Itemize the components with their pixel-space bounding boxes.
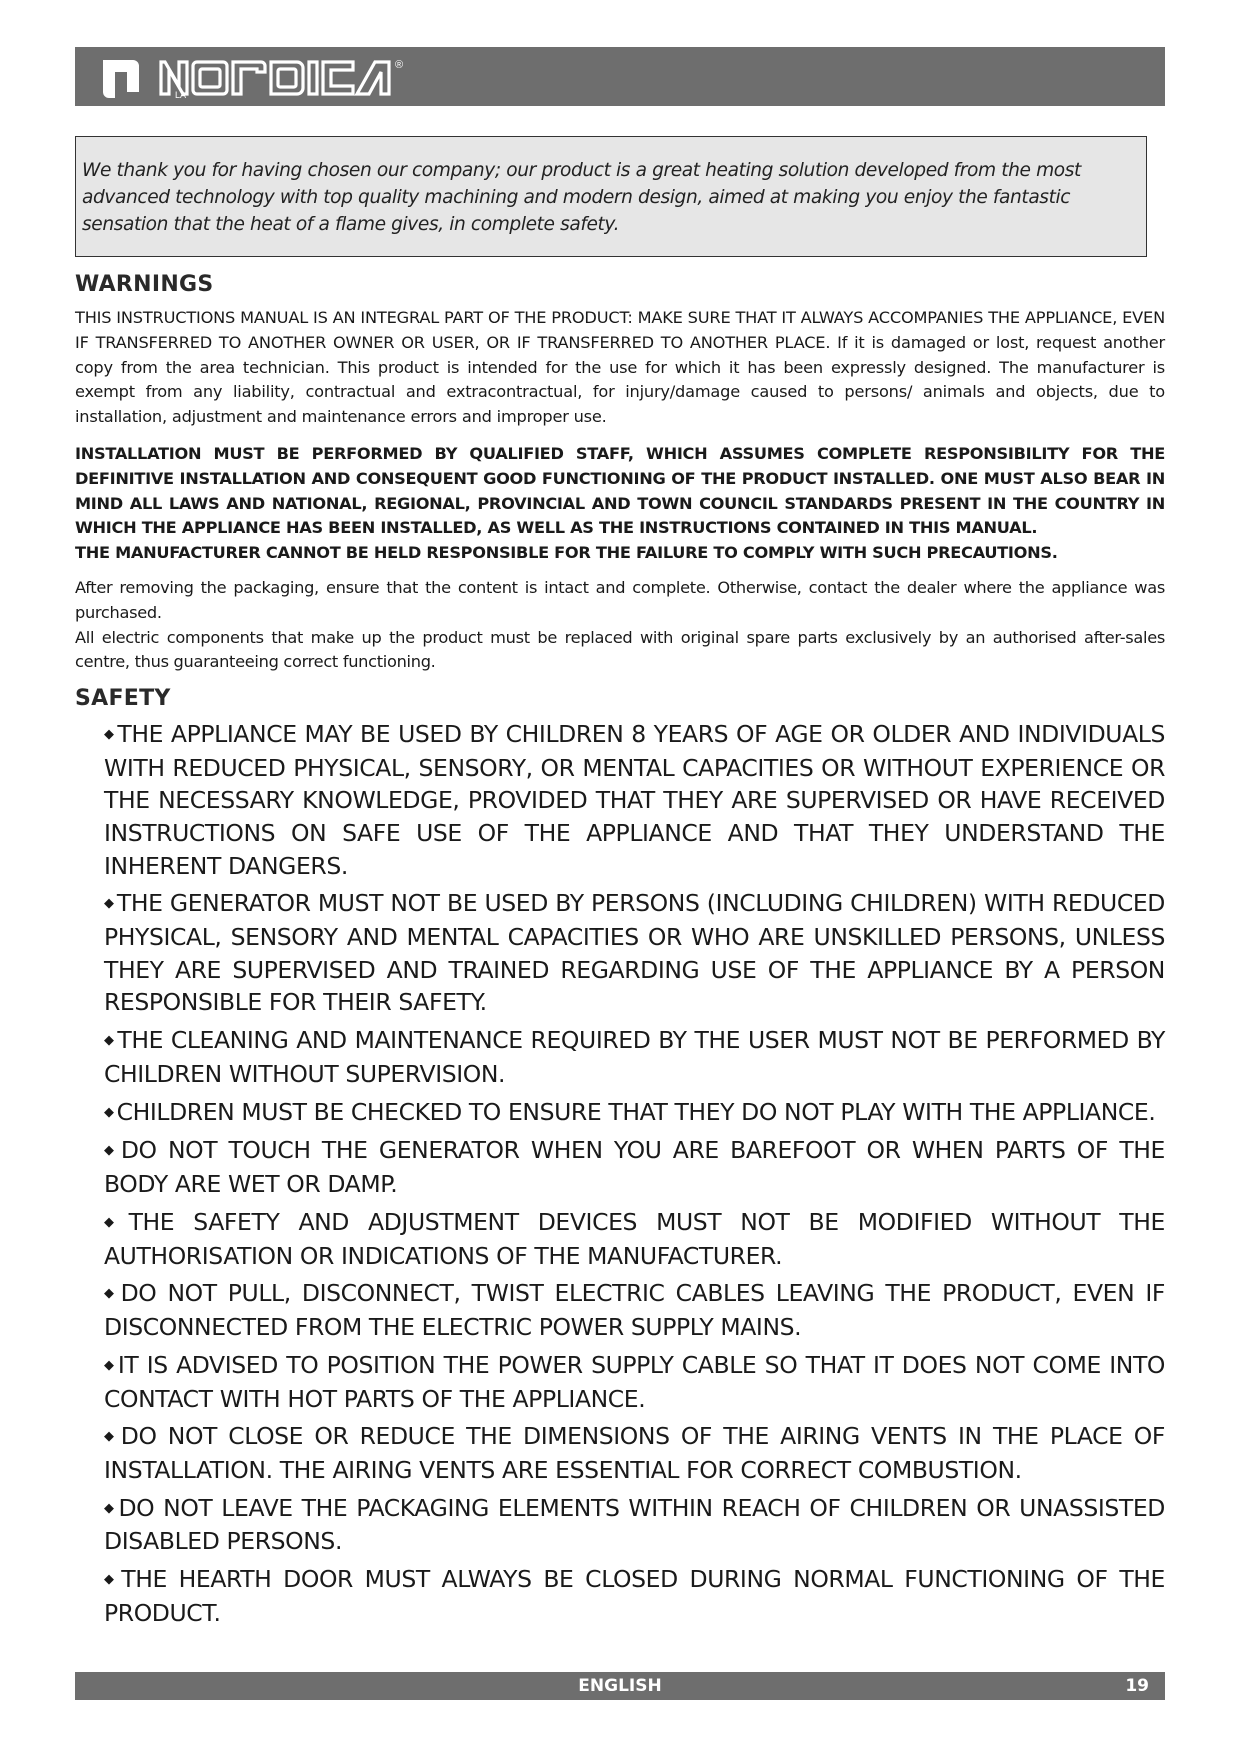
warnings-body: THIS INSTRUCTIONS MANUAL IS AN INTEGRAL PART OF THE PRODUCT: MAKE SURE THAT IT ALWAYS ACCOMPANIES THE APPLIANCE, EVEN IF TRANSFERRED TO ANOTHER OWNER OR USER, OR IF TRANSFERRED TO ANOTHER PLACE. If it is damaged or lost, request another copy from the area technician. This product is intended for the use for which it has been expressly designed. The manufacturer is exempt from any liability, contractual and extracontractual, for injury/damage caused to persons/ animals and objects, due to installation, adjustment and maintenance errors and improper use.: [75, 308, 1165, 427]
components-note-text: All electric components that make up the product must be replaced with original spare parts exclusively by an authorised after-sales centre, thus guaranteeing correct functioning.: [75, 627, 1165, 672]
diamond-bullet-icon: ◆: [104, 1286, 118, 1302]
safety-item: ◆ THE APPLIANCE MAY BE USED BY CHILDREN 8 YEARS OF AGE OR OLDER AND INDIVIDUALS WITH REDUCED PHYSICAL, SENSORY, OR MENTAL CAPACITIES OR WITHOUT EXPERIENCE OR THE NECESSARY KNOWLEDGE, PROVIDED THAT THEY ARE SUPERVISED OR HAVE RECEIVED INSTRUCTIONS ON SAFE USE OF THE APPLIANCE AND THAT THEY UNDERSTAND THE INHERENT DANGERS.: [104, 720, 1165, 880]
diamond-bullet-icon: ◆: [104, 1572, 119, 1588]
intro-box: [75, 136, 1147, 257]
safety-item: ◆ DO NOT CLOSE OR REDUCE THE DIMENSIONS OF THE AIRING VENTS IN THE PLACE OF INSTALLATION. THE AIRING VENTS ARE ESSENTIAL FOR CORRECT COMBUSTION.: [104, 1422, 1165, 1484]
warnings-installation-notice: INSTALLATION MUST BE PERFORMED BY QUALIFIED STAFF, WHICH ASSUMES COMPLETE RESPONSIBILITY FOR THE DEFINITIVE INSTALLATION AND CONSEQUENT GOOD FUNCTIONING OF THE PRODUCT INSTALLED. ONE MUST ALSO BEAR IN MIND ALL LAWS AND NATIONAL, REGIONAL, PROVINCIAL AND TOWN COUNCIL STANDARDS PRESENT IN THE COUNTRY IN WHICH THE APPLIANCE HAS BEEN INSTALLED, AS WELL AS THE INSTRUCTIONS CONTAINED IN THIS MANUAL.: [75, 443, 1165, 538]
brand-logo: [99, 52, 419, 102]
diamond-bullet-icon: ◆: [104, 1104, 114, 1120]
diamond-bullet-icon: ◆: [104, 1357, 115, 1373]
packaging-note-text: After removing the packaging, ensure that the content is intact and complete. Otherwise, contact the dealer where the appliance was purchased.: [75, 577, 1165, 622]
warnings-packaging-note: [75, 576, 1165, 675]
footer-bar: [75, 1672, 1165, 1700]
diamond-bullet-icon: ◆: [104, 1500, 116, 1516]
intro-text: We thank you for having chosen our company; our product is a great heating solution developed from the most advanced technology with top quality machining and modern design, aimed at making you enjoy the fantastic sensation that the heat of a flame gives, in complete safety.: [82, 160, 1081, 235]
safety-item: ◆ DO NOT TOUCH THE GENERATOR WHEN YOU ARE BAREFOOT OR WHEN PARTS OF THE BODY ARE WET OR DAMP.: [104, 1136, 1165, 1199]
safety-item: ◆ DO NOT PULL, DISCONNECT, TWIST ELECTRIC CABLES LEAVING THE PRODUCT, EVEN IF DISCONNECTED FROM THE ELECTRIC POWER SUPPLY MAINS.: [104, 1279, 1165, 1342]
page-number: 19: [1125, 1676, 1149, 1696]
footer-language: ENGLISH: [578, 1676, 662, 1696]
safety-title: SAFETY: [75, 686, 171, 712]
main-content: [75, 270, 1165, 1635]
diamond-bullet-icon: ◆: [104, 727, 115, 743]
warnings-liability-notice: THE MANUFACTURER CANNOT BE HELD RESPONSIBLE FOR THE FAILURE TO COMPLY WITH SUCH PRECAUTIONS.: [75, 543, 1058, 563]
safety-item: ◆ IT IS ADVISED TO POSITION THE POWER SUPPLY CABLE SO THAT IT DOES NOT COME INTO CONTACT WITH HOT PARTS OF THE APPLIANCE.: [104, 1350, 1165, 1413]
safety-item: ◆ DO NOT LEAVE THE PACKAGING ELEMENTS WITHIN REACH OF CHILDREN OR UNASSISTED DISABLED PERSONS.: [104, 1493, 1165, 1556]
safety-item: ◆ CHILDREN MUST BE CHECKED TO ENSURE THAT THEY DO NOT PLAY WITH THE APPLIANCE.: [104, 1097, 1156, 1126]
brand-name: NORDICA: [99, 52, 104, 53]
safety-item: ◆ THE GENERATOR MUST NOT BE USED BY PERSONS (INCLUDING CHILDREN) WITH REDUCED PHYSICAL, SENSORY AND MENTAL CAPACITIES OR WHO ARE UNSKILLED PERSONS, UNLESS THEY ARE SUPERVISED AND TRAINED REGARDING USE OF THE APPLIANCE BY A PERSON RESPONSIBLE FOR THEIR SAFETY.: [104, 889, 1165, 1017]
safety-item: ◆ THE HEARTH DOOR MUST ALWAYS BE CLOSED DURING NORMAL FUNCTIONING OF THE PRODUCT.: [104, 1565, 1165, 1627]
safety-item: ◆ THE SAFETY AND ADJUSTMENT DEVICES MUST NOT BE MODIFIED WITHOUT THE AUTHORISATION OR INDICATIONS OF THE MANUFACTURER.: [104, 1207, 1165, 1270]
safety-list: [104, 718, 1165, 1629]
diamond-bullet-icon: ◆: [104, 1033, 115, 1049]
diamond-bullet-icon: ◆: [104, 896, 114, 912]
svg-text:®: ®: [395, 59, 404, 71]
warnings-title: WARNINGS: [75, 272, 214, 297]
diamond-bullet-icon: ◆: [104, 1143, 118, 1159]
brand-mark: LA: [175, 90, 187, 100]
diamond-bullet-icon: ◆: [104, 1429, 118, 1445]
safety-item: ◆ THE CLEANING AND MAINTENANCE REQUIRED BY THE USER MUST NOT BE PERFORMED BY CHILDREN WITHOUT SUPERVISION.: [104, 1026, 1165, 1088]
diamond-bullet-icon: ◆: [104, 1214, 126, 1230]
